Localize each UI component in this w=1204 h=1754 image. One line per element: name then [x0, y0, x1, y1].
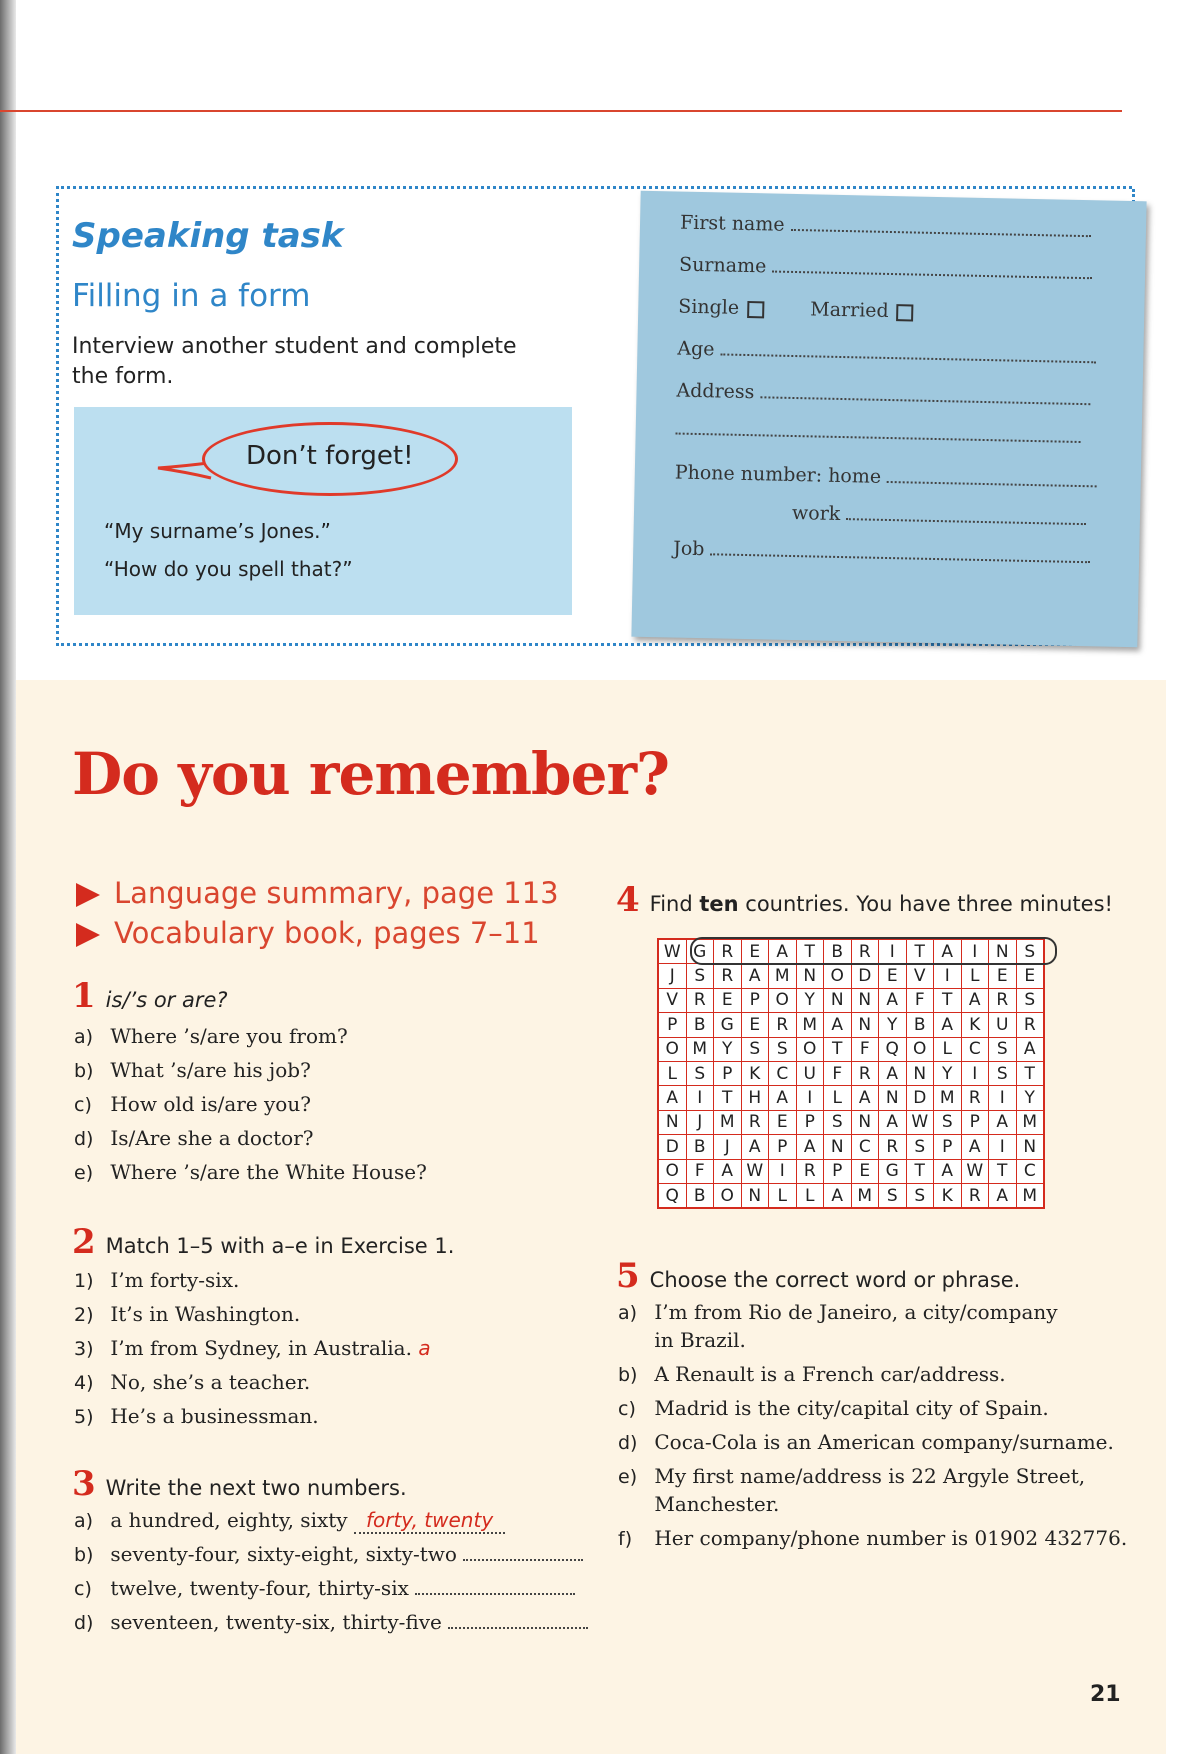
grid-cell: A	[961, 1135, 989, 1159]
grid-cell: P	[769, 1135, 797, 1159]
grid-cell: E	[851, 1159, 879, 1183]
dont-forget-label: Don’t forget!	[246, 441, 414, 471]
grid-row	[658, 1037, 1044, 1061]
grid-cell: N	[906, 1061, 934, 1085]
grid-cell: A	[934, 1013, 962, 1037]
exercise-5-heading: 5 Choose the correct word or phrase.	[616, 1256, 1021, 1296]
example-quote-2: “How do you spell that?”	[104, 557, 353, 581]
ex1-item-b: b) What ’s/are his job?	[74, 1058, 311, 1082]
grid-cell: R	[851, 939, 879, 964]
grid-cell: N	[741, 1183, 769, 1208]
grid-cell: P	[961, 1110, 989, 1134]
grid-cell: N	[824, 988, 852, 1012]
speaking-task-subtitle: Filling in a form	[72, 278, 311, 314]
grid-cell: T	[906, 1159, 934, 1183]
grid-cell: A	[934, 1159, 962, 1183]
grid-cell: M	[796, 1013, 824, 1037]
grid-row	[658, 1159, 1044, 1183]
grid-cell: N	[879, 1086, 907, 1110]
grid-cell: S	[906, 1183, 934, 1208]
grid-cell: L	[961, 964, 989, 988]
grid-cell: O	[769, 988, 797, 1012]
grid-cell: I	[989, 1086, 1017, 1110]
grid-cell: E	[879, 964, 907, 988]
grid-cell: N	[851, 1013, 879, 1037]
ex2-item-1: 1) I’m forty-six.	[74, 1268, 240, 1292]
grid-cell: R	[714, 964, 742, 988]
grid-cell: F	[906, 988, 934, 1012]
grid-cell: Y	[796, 988, 824, 1012]
grid-cell: V	[658, 988, 686, 1012]
ex5-item-e-cont: Manchester.	[654, 1492, 780, 1516]
section-heading: Do you remember?	[72, 740, 670, 808]
grid-cell: L	[769, 1183, 797, 1208]
grid-cell: A	[741, 1135, 769, 1159]
grid-cell: R	[714, 939, 742, 964]
grid-cell: I	[989, 1135, 1017, 1159]
form-field-phone-home: Phone number: home	[675, 462, 1098, 493]
grid-cell: W	[961, 1159, 989, 1183]
grid-cell: F	[686, 1159, 714, 1183]
form-field-address: Address	[676, 380, 1090, 411]
grid-cell: S	[1016, 988, 1044, 1012]
grid-cell: A	[989, 1183, 1017, 1208]
grid-cell: P	[658, 1013, 686, 1037]
grid-cell: A	[741, 964, 769, 988]
ex5-item-b: b) A Renault is a French car/address.	[618, 1362, 1006, 1386]
grid-cell: N	[796, 964, 824, 988]
handwritten-answer: forty, twenty	[354, 1508, 505, 1534]
book-spine-shadow	[0, 0, 16, 1754]
ex1-item-d: d) Is/Are she a doctor?	[74, 1126, 314, 1150]
grid-cell: N	[989, 939, 1017, 964]
grid-cell: T	[796, 939, 824, 964]
grid-cell: N	[824, 1135, 852, 1159]
grid-cell: S	[824, 1110, 852, 1134]
grid-cell: Q	[879, 1037, 907, 1061]
ex2-item-3: 3) I’m from Sydney, in Australia. a	[74, 1336, 431, 1360]
grid-cell: I	[961, 939, 989, 964]
grid-cell: O	[824, 964, 852, 988]
exercise-4-heading: 4 Find ten countries. You have three minutes!	[616, 880, 1113, 920]
grid-cell: O	[658, 1037, 686, 1061]
form-field-first-name: First name	[680, 212, 1091, 243]
grid-row	[658, 1183, 1044, 1208]
grid-cell: Y	[934, 1061, 962, 1085]
grid-cell: O	[906, 1037, 934, 1061]
grid-cell: T	[989, 1159, 1017, 1183]
grid-cell: O	[796, 1037, 824, 1061]
grid-cell: E	[714, 988, 742, 1012]
ex3-item-c: c) twelve, twenty-four, thirty-six	[74, 1576, 575, 1600]
grid-cell: I	[961, 1061, 989, 1085]
grid-cell: B	[686, 1135, 714, 1159]
grid-row	[658, 988, 1044, 1012]
grid-cell: A	[769, 939, 797, 964]
form-field-surname: Surname	[679, 254, 1093, 285]
speaking-task-title: Speaking task	[72, 216, 344, 256]
grid-cell: O	[714, 1183, 742, 1208]
grid-cell: A	[989, 1110, 1017, 1134]
grid-cell: M	[714, 1110, 742, 1134]
ex5-item-d: d) Coca-Cola is an American company/surname.	[618, 1430, 1114, 1454]
exercise-1-heading: 1 is/’s or are?	[72, 976, 228, 1016]
grid-cell: M	[1016, 1110, 1044, 1134]
grid-cell: A	[796, 1135, 824, 1159]
grid-cell: W	[741, 1159, 769, 1183]
ex5-item-c: c) Madrid is the city/capital city of Spain.	[618, 1396, 1049, 1420]
single-checkbox	[747, 301, 764, 318]
form-field-address-line2	[676, 418, 1081, 448]
grid-cell: M	[934, 1086, 962, 1110]
grid-cell: S	[989, 1061, 1017, 1085]
grid-cell: K	[934, 1183, 962, 1208]
grid-cell: A	[961, 988, 989, 1012]
grid-cell: A	[824, 1013, 852, 1037]
grid-cell: S	[989, 1037, 1017, 1061]
grid-cell: S	[1016, 939, 1044, 964]
grid-cell: I	[769, 1159, 797, 1183]
grid-cell: R	[769, 1013, 797, 1037]
grid-cell: B	[906, 1013, 934, 1037]
grid-cell: T	[1016, 1061, 1044, 1085]
grid-cell: E	[1016, 964, 1044, 988]
ex3-item-a: a) a hundred, eighty, sixty forty, twenty	[74, 1508, 505, 1532]
grid-cell: W	[906, 1110, 934, 1134]
grid-cell: R	[961, 1086, 989, 1110]
grid-cell: P	[741, 988, 769, 1012]
grid-cell: K	[961, 1013, 989, 1037]
handwritten-answer: a	[418, 1336, 431, 1360]
grid-row	[658, 1135, 1044, 1159]
grid-cell: Y	[1016, 1086, 1044, 1110]
grid-cell: A	[879, 1061, 907, 1085]
grid-cell: C	[769, 1061, 797, 1085]
top-rule	[0, 110, 1122, 112]
ex3-item-b: b) seventy-four, sixty-eight, sixty-two	[74, 1542, 583, 1566]
arrow-right-icon	[76, 883, 100, 907]
word-search-grid	[657, 938, 1045, 1209]
grid-cell: L	[934, 1037, 962, 1061]
grid-cell: A	[934, 939, 962, 964]
grid-cell: I	[879, 939, 907, 964]
grid-cell: S	[934, 1110, 962, 1134]
grid-cell: R	[851, 1061, 879, 1085]
grid-cell: N	[1016, 1135, 1044, 1159]
grid-cell: C	[1016, 1159, 1044, 1183]
grid-cell: A	[1016, 1037, 1044, 1061]
grid-cell: R	[961, 1183, 989, 1208]
grid-cell: A	[851, 1086, 879, 1110]
grid-cell: R	[1016, 1013, 1044, 1037]
grid-cell: S	[686, 964, 714, 988]
exercise-3-heading: 3 Write the next two numbers.	[72, 1464, 407, 1504]
ex1-item-a: a) Where ’s/are you from?	[74, 1024, 348, 1048]
grid-cell: P	[934, 1135, 962, 1159]
grid-cell: I	[934, 964, 962, 988]
grid-cell: V	[906, 964, 934, 988]
grid-cell: M	[1016, 1183, 1044, 1208]
grid-cell: E	[989, 964, 1017, 988]
grid-cell: C	[851, 1135, 879, 1159]
speaking-task-instruction: Interview another student and complete the form.	[72, 334, 517, 389]
grid-cell: L	[796, 1183, 824, 1208]
exercise-2-heading: 2 Match 1–5 with a–e in Exercise 1.	[72, 1222, 455, 1262]
grid-cell: N	[658, 1110, 686, 1134]
grid-row	[658, 1110, 1044, 1134]
grid-cell: E	[769, 1110, 797, 1134]
ex2-item-2: 2) It’s in Washington.	[74, 1302, 301, 1326]
grid-cell: M	[686, 1037, 714, 1061]
grid-cell: S	[879, 1183, 907, 1208]
grid-cell: A	[658, 1086, 686, 1110]
ex5-item-f: f) Her company/phone number is 01902 432776.	[618, 1526, 1128, 1550]
grid-cell: G	[879, 1159, 907, 1183]
form-field-age: Age	[677, 338, 1097, 369]
grid-cell: A	[879, 988, 907, 1012]
example-quote-1: “My surname’s Jones.”	[104, 519, 331, 543]
grid-cell: I	[796, 1086, 824, 1110]
grid-cell: N	[851, 1110, 879, 1134]
form-field-married: Married	[810, 298, 914, 322]
grid-cell: A	[824, 1183, 852, 1208]
ex5-item-e: e) My first name/address is 22 Argyle Street,	[618, 1464, 1086, 1488]
grid-cell: U	[796, 1061, 824, 1085]
grid-cell: R	[989, 988, 1017, 1012]
grid-cell: L	[658, 1061, 686, 1085]
grid-cell: M	[851, 1183, 879, 1208]
grid-cell: F	[851, 1037, 879, 1061]
grid-cell: Y	[879, 1013, 907, 1037]
grid-cell: E	[741, 1013, 769, 1037]
grid-cell: I	[686, 1086, 714, 1110]
grid-cell: R	[686, 988, 714, 1012]
ex1-item-c: c) How old is/are you?	[74, 1092, 311, 1116]
grid-cell: A	[769, 1086, 797, 1110]
grid-cell: A	[879, 1110, 907, 1134]
grid-cell: D	[851, 964, 879, 988]
grid-cell: P	[714, 1061, 742, 1085]
grid-cell: F	[824, 1061, 852, 1085]
grid-cell: K	[741, 1061, 769, 1085]
grid-cell: A	[714, 1159, 742, 1183]
page-number: 21	[1090, 1682, 1121, 1707]
grid-cell: T	[906, 939, 934, 964]
grid-cell: E	[741, 939, 769, 964]
form-field-single: Single	[678, 296, 764, 320]
ex3-item-d: d) seventeen, twenty-six, thirty-five	[74, 1610, 588, 1634]
form-field-phone-work: work	[792, 502, 1087, 530]
grid-cell: S	[906, 1135, 934, 1159]
grid-cell: N	[851, 988, 879, 1012]
grid-cell: B	[686, 1013, 714, 1037]
grid-row	[658, 964, 1044, 988]
grid-cell: W	[658, 939, 686, 964]
ex2-item-5: 5) He’s a businessman.	[74, 1404, 319, 1428]
arrow-right-icon	[76, 923, 100, 947]
grid-cell: R	[741, 1110, 769, 1134]
grid-cell: U	[989, 1013, 1017, 1037]
grid-cell: S	[741, 1037, 769, 1061]
grid-cell: C	[961, 1037, 989, 1061]
grid-cell: T	[824, 1037, 852, 1061]
grid-row	[658, 1061, 1044, 1085]
grid-cell: H	[741, 1086, 769, 1110]
grid-cell: D	[658, 1135, 686, 1159]
grid-cell: M	[769, 964, 797, 988]
grid-cell: Q	[658, 1183, 686, 1208]
grid-cell: J	[658, 964, 686, 988]
grid-cell: L	[824, 1086, 852, 1110]
married-checkbox	[896, 304, 913, 321]
language-summary-ref: Language summary, page 113	[76, 876, 559, 910]
grid-cell: J	[686, 1110, 714, 1134]
form-field-job: Job	[673, 538, 1091, 569]
ex2-item-4: 4) No, she’s a teacher.	[74, 1370, 311, 1394]
grid-cell: G	[714, 1013, 742, 1037]
ex5-item-a-cont: in Brazil.	[654, 1328, 746, 1352]
ex5-item-a: a) I’m from Rio de Janeiro, a city/company	[618, 1300, 1058, 1324]
grid-row	[658, 1086, 1044, 1110]
grid-cell: T	[934, 988, 962, 1012]
circled-answer	[690, 937, 1057, 965]
grid-cell: P	[824, 1159, 852, 1183]
grid-cell: B	[824, 939, 852, 964]
vocabulary-book-ref: Vocabulary book, pages 7–11	[76, 916, 540, 950]
grid-cell: P	[796, 1110, 824, 1134]
grid-cell: R	[796, 1159, 824, 1183]
grid-row	[658, 1013, 1044, 1037]
ex1-item-e: e) Where ’s/are the White House?	[74, 1160, 427, 1184]
grid-cell: B	[686, 1183, 714, 1208]
grid-cell: S	[686, 1061, 714, 1085]
grid-cell: R	[879, 1135, 907, 1159]
grid-cell: D	[906, 1086, 934, 1110]
grid-cell: S	[769, 1037, 797, 1061]
grid-cell: Y	[714, 1037, 742, 1061]
grid-cell: J	[714, 1135, 742, 1159]
grid-cell: T	[714, 1086, 742, 1110]
form-card	[631, 191, 1146, 647]
grid-cell: G	[686, 939, 714, 964]
grid-cell: O	[658, 1159, 686, 1183]
